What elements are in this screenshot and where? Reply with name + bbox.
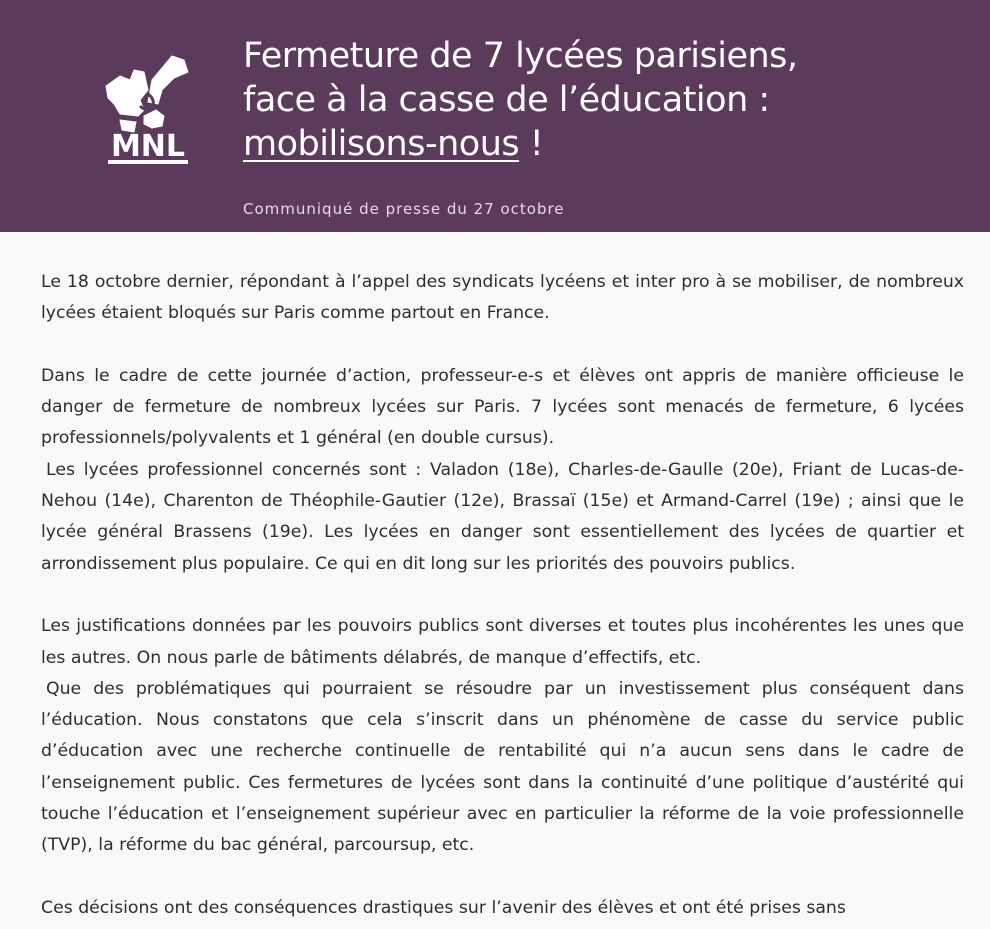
paragraph-5: Que des problématiques qui pourraient se résoudre par un investissement plus conséquent dans l’éducation. Nous constatons que cela s’inscrit dans un phénomène de casse du service public d’éducation avec une recherche continuelle de rentabilité qui n’a aucun sens dans le cadre de l’enseignement public. Ces fermetures de lycées sont dans la continuité d’une politique d’austérité qui touche l’éducation et l’enseignement supérieur avec en particulier la réforme de la voie professionnelle (TVP), la réforme du bac général, parcoursup, etc. <box>41 678 964 856</box>
article-body <box>41 267 964 924</box>
title-line-2: face à la casse de l’éducation : <box>243 80 770 120</box>
press-release-date: Communiqué de presse du 27 octobre <box>243 200 565 218</box>
mnl-logo-icon <box>100 50 196 174</box>
paragraph-3: Les lycées professionnel concernés sont : Valadon (18e), Charles-de-Gaulle (20e), Friant de Lucas-de-Nehou (14e), Charenton de Théophile-Gautier (12e), Brassaï (15e) et Armand-Carrel (19e) ; ainsi que le lycée général Brassens (19e). Les lycées en danger sont essentiellement des lycées de quartier et arrondissement plus populaire. Ce qui en dit long sur les priorités des pouvoirs publics. <box>41 459 964 574</box>
mobilisons-nous-link[interactable]: mobilisons-nous <box>243 124 520 164</box>
paragraph-6: Ces décisions ont des conséquences drastiques sur l’avenir des élèves et ont été prises sans <box>41 897 846 918</box>
page-header <box>0 0 990 232</box>
page-title <box>243 34 963 166</box>
logo-text: MNL <box>110 129 186 164</box>
paragraph-4: Les justifications données par les pouvoirs publics sont diverses et toutes plus incohérentes les unes que les autres. On nous parle de bâtiments délabrés, de manque d’effectifs, etc. <box>41 616 964 668</box>
title-line-3 <box>243 122 963 166</box>
title-suffix: ! <box>519 124 544 164</box>
paragraph-2: Dans le cadre de cette journée d’action, professeur-e-s et élèves ont appris de manière officieuse le danger de fermeture de nombreux lycées sur Paris. 7 lycées sont menacés de fermeture, 6 lycées professionnels/polyvalents et 1 général (en double cursus). <box>41 365 964 449</box>
title-line-1: Fermeture de 7 lycées parisiens, <box>243 36 798 76</box>
mnl-logo[interactable] <box>100 50 196 174</box>
paragraph-1: Le 18 octobre dernier, répondant à l’appel des syndicats lycéens et inter pro à se mobiliser, de nombreux lycées étaient bloqués sur Paris comme partout en France. <box>41 272 964 324</box>
